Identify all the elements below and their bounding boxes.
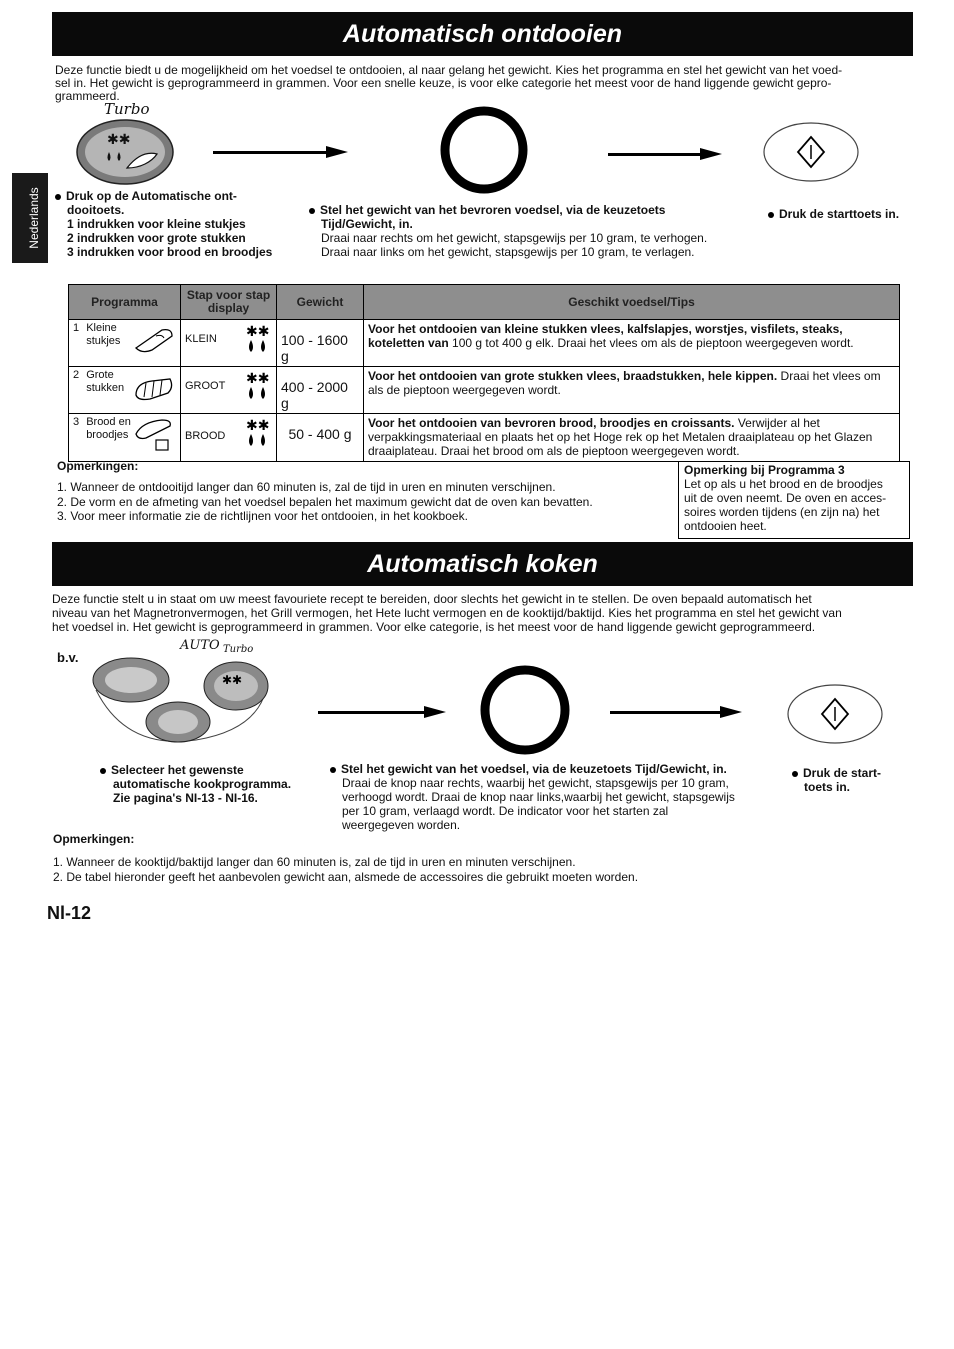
display-cell [181, 367, 277, 414]
start-button-icon [762, 121, 860, 183]
table-row [69, 320, 900, 367]
time-weight-dial-icon [438, 104, 530, 196]
program-3-note-box [678, 461, 910, 539]
weight-cell: 100 - 1600 g [277, 320, 364, 367]
arrow-head [326, 146, 348, 158]
tips-cell [364, 320, 900, 367]
note-box-line: Let op als u het brood en de broodjes [684, 477, 883, 491]
section-banner-cook [52, 542, 913, 586]
tip-text: 100 g tot 400 g elk. Draai het vlees om als de pieptoon weergegeven wordt. [448, 336, 854, 350]
start-button-icon [786, 683, 884, 745]
section-title-defrost: Automatisch ontdooien [342, 20, 623, 48]
intro-line: grammeerd. [55, 89, 120, 103]
program-name: Brood en [86, 416, 131, 428]
step-heading: Stel het gewicht van het bevroren voedsel, via de keuzetoets [320, 203, 666, 217]
arrow [608, 153, 703, 156]
step-line: Draai naar links om het gewicht, stapsgewijs per 10 gram, te verlagen. [321, 245, 695, 259]
tip-text: Draai het vlees om als de pieptoon weergegeven wordt. [368, 369, 881, 397]
intro-line: sel in. Het gewicht is geprogrammeerd in grammen. Voor een snelle keuze, is voor elke categorie het meest voor de hand liggende gewicht gepro- [55, 76, 832, 90]
intro-line: Deze functie biedt u de mogelijkheid om het voedsel te ontdooien, al naar gelang het gewicht. Kies het programma en stel het gewicht van het voed- [55, 63, 843, 77]
table-row [69, 414, 900, 462]
intro-line: Deze functie stelt u in staat om uw meest favouriete recept te bereiden, door slechts het gewicht in te stellen. De oven bepaald automatisch het [52, 592, 812, 606]
step-line: automatische kookprogramma. [113, 777, 292, 791]
step-line: Zie pagina's NI-13 - NI-16. [113, 791, 258, 805]
step-line: verhoogd wordt. Draai de knop naar links,waarbij het gewicht, stapsgewijs [342, 790, 735, 804]
program-name: Grote [86, 369, 114, 381]
arrow [318, 711, 428, 714]
program-name: stukken [86, 382, 125, 394]
table-header: Gewicht [277, 285, 364, 320]
defrost-button-icon [75, 118, 175, 186]
note-box-line: soires worden tijdens (en zijn na) het [684, 505, 880, 519]
section-title-cook: Automatisch koken [367, 550, 598, 578]
step-line: 1 indrukken voor kleine stukjes [67, 217, 246, 231]
svg-text:✱✱: ✱✱ [107, 132, 131, 148]
notes-title: Opmerkingen: [53, 832, 135, 846]
display-cell [181, 414, 277, 462]
display-text: BROOD [185, 430, 226, 442]
program-name: broodjes [86, 429, 129, 441]
step-line: per 10 gram, verlaagd wordt. De indicator voor het starten zal [342, 804, 669, 818]
defrost-symbol-icon [244, 369, 272, 401]
bread-icon [132, 416, 176, 456]
time-weight-dial-icon [478, 663, 572, 757]
step-1-cook [100, 763, 291, 805]
arrow-head [700, 148, 722, 160]
display-cell [181, 320, 277, 367]
turbo-label: Turbo [223, 644, 254, 655]
intro-cook [52, 592, 842, 634]
program-name: Kleine [86, 322, 117, 334]
display-text: GROOT [185, 380, 226, 392]
svg-text:✱✱: ✱✱ [246, 418, 270, 434]
step-line: Selecteer het gewenste [111, 763, 244, 777]
step-3-defrost [768, 207, 899, 221]
svg-text:✱✱: ✱✱ [246, 324, 270, 340]
tip-bold: Voor het ontdooien van grote stukken vlees, braadstukken, hele kippen. [368, 369, 778, 383]
program-cell [69, 320, 181, 367]
step-line: Draai de knop naar rechts, waarbij het gewicht, stapsgewijs per 10 gram, [342, 776, 729, 790]
meat-piece-icon [132, 324, 176, 354]
defrost-symbol-icon [244, 416, 272, 448]
display-text: KLEIN [185, 333, 217, 345]
step-line: Draai naar rechts om het gewicht, stapsgewijs per 10 gram, te verhogen. [321, 231, 708, 245]
step-2-cook [330, 762, 770, 832]
program-name: stukjes [86, 335, 121, 347]
step-line: Druk de start- [803, 766, 882, 780]
page-number: Nl-12 [47, 903, 92, 923]
notes-title: Opmerkingen: [57, 459, 139, 473]
arrow-head [720, 706, 742, 718]
defrost-program-table [68, 284, 900, 462]
roast-icon [132, 373, 176, 403]
example-label: b.v. [57, 650, 79, 665]
tip-text: Verwijder al het verpakkingsmateriaal en plaats het op het Hoge rek op het Metalen draaiplateau op het Glazen draaiplateau. Draai het brood om als de pieptoon weergegeven wordt. [368, 416, 873, 458]
program-number: 1 [73, 322, 80, 334]
auto-label: AUTO [180, 638, 220, 653]
arrow [213, 151, 328, 154]
note-box-line: ontdooien heet. [684, 519, 767, 533]
table-header-row [69, 285, 900, 320]
step-heading: Druk de starttoets in. [779, 207, 900, 221]
step-heading: Tijd/Gewicht, in. [321, 217, 413, 231]
defrost-symbol-icon [244, 322, 272, 354]
table-header: Stap voor stap display [181, 285, 277, 320]
step-heading: Stel het gewicht van het voedsel, via de keuzetoets Tijd/Gewicht, in. [341, 762, 727, 776]
intro-line: niveau van het Magnetronvermogen, het Grill vermogen, het Hete lucht vermogen en de kooktijd/baktijd. Kies het programma en stel het gewicht van [52, 606, 842, 620]
step-heading: Druk op de Automatische ont- [66, 189, 237, 203]
program-cell [69, 414, 181, 462]
note-item: 2. De vorm en de afmeting van het voedsel bepalen het maximum gewicht dat de oven kan bevatten. [57, 495, 593, 509]
table-header: Geschikt voedsel/Tips [364, 285, 900, 320]
arrow-head [424, 706, 446, 718]
note-item: 1. Wanneer de kooktijd/baktijd langer dan 60 minuten is, zal de tijd in uren en minuten verschijnen. [53, 855, 576, 869]
weight-cell: 50 - 400 g [277, 414, 364, 462]
note-box-line: uit de oven neemt. De oven en acces- [684, 491, 887, 505]
auto-cook-buttons-icon [86, 650, 276, 750]
intro-line: het voedsel in. Het gewicht is geprogrammeerd in grammen. Voor elke categorie, is het meest voor de hand liggende gewicht geprogrammeerd. [52, 620, 816, 634]
note-item: 2. De tabel hieronder geeft het aanbevolen gewicht aan, alsmede de accessoires die gebruikt moeten worden. [53, 870, 639, 884]
step-line: 2 indrukken voor grote stukken [67, 231, 246, 245]
turbo-label: Turbo [104, 100, 150, 118]
step-3-cook [792, 766, 881, 794]
program-number: 2 [73, 369, 80, 381]
step-heading: dooitoets. [67, 203, 125, 217]
step-line: weergegeven worden. [342, 818, 461, 832]
note-item: 1. Wanneer de ontdooitijd langer dan 60 minuten is, zal de tijd in uren en minuten verschijnen. [57, 480, 556, 494]
tip-bold: Voor het ontdooien van kleine stukken vlees, kalfslapjes, worstjes, visfilets, steaks, koteletten van [368, 322, 843, 350]
note-item: 3. Voor meer informatie zie de richtlijnen voor het ontdooien, in het kookboek. [57, 509, 468, 523]
step-1-defrost [55, 189, 295, 259]
svg-text:✱✱: ✱✱ [222, 673, 243, 687]
tips-cell [364, 367, 900, 414]
table-header: Programma [69, 285, 181, 320]
language-tab-label: Nederlands [27, 187, 41, 249]
program-number: 3 [73, 416, 80, 428]
step-line: toets in. [804, 780, 851, 794]
weight-cell: 400 - 2000 g [277, 367, 364, 414]
tip-bold: Voor het ontdooien van bevroren brood, broodjes en croissants. [368, 416, 735, 430]
program-cell [69, 367, 181, 414]
step-line: 3 indrukken voor brood en broodjes [67, 245, 273, 259]
note-box-title: Opmerking bij Programma 3 [684, 463, 845, 477]
arrow [610, 711, 722, 714]
step-2-defrost [309, 203, 749, 259]
svg-text:✱✱: ✱✱ [246, 371, 270, 387]
tips-cell [364, 414, 900, 462]
section-banner-defrost [52, 12, 913, 56]
language-tab [12, 173, 48, 263]
table-row [69, 367, 900, 414]
intro-defrost [55, 64, 842, 103]
